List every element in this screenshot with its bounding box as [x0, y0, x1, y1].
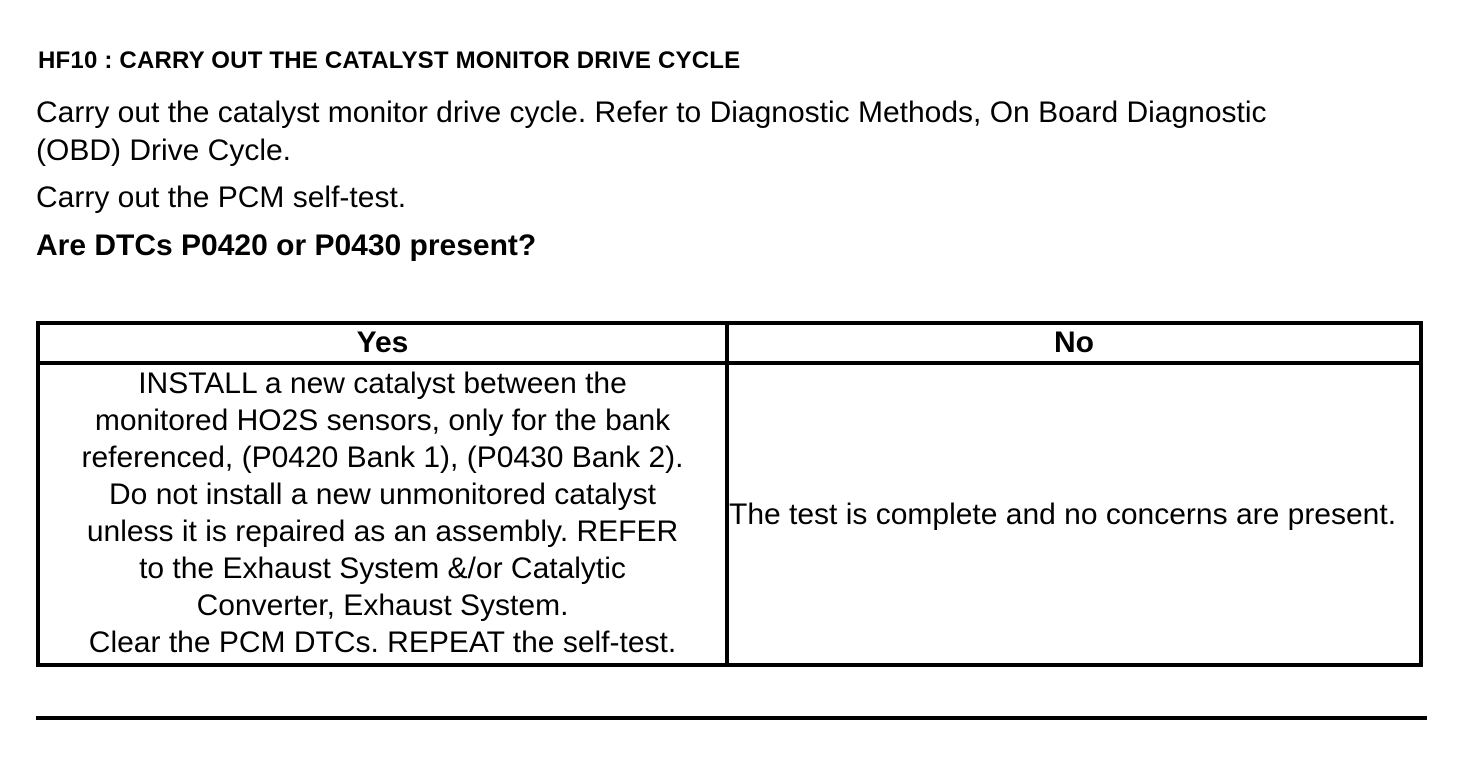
- table-header-row: [38, 323, 1421, 363]
- diagnostic-question: Are DTCs P0420 or P0430 present?: [36, 229, 537, 262]
- yes-action-line: unless it is repaired as an assembly. REFER: [86, 515, 679, 548]
- yes-action-line: INSTALL a new catalyst between the: [138, 367, 627, 400]
- table-row: [38, 363, 1421, 665]
- no-action-cell: The test is complete and no concerns are present.: [727, 363, 1421, 665]
- yes-action-line: Do not install a new unmonitored catalyst: [109, 478, 656, 511]
- bottom-divider: [36, 716, 1427, 720]
- step-title: HF10 : CARRY OUT THE CATALYST MONITOR DRIVE CYCLE: [38, 47, 741, 74]
- instruction-self-test: Carry out the PCM self-test.: [36, 181, 407, 214]
- instructions: [36, 94, 1436, 265]
- yes-action-line: Clear the PCM DTCs. REPEAT the self-test.: [88, 626, 677, 659]
- no-header: No: [727, 323, 1421, 363]
- instruction-drive-cycle: [36, 94, 1436, 170]
- instruction-drive-cycle-line2: (OBD) Drive Cycle.: [36, 134, 292, 167]
- yes-action-cell: [38, 363, 727, 665]
- yes-action-line: monitored HO2S sensors, only for the bank: [94, 404, 671, 437]
- decision-table: [36, 321, 1423, 667]
- yes-action-line: referenced, (P0420 Bank 1), (P0430 Bank 2).: [81, 441, 684, 474]
- yes-header: Yes: [38, 323, 727, 363]
- instruction-drive-cycle-line1: Carry out the catalyst monitor drive cycle. Refer to Diagnostic Methods, On Board Diagnostic: [36, 96, 1267, 129]
- yes-action-line: Converter, Exhaust System.: [196, 589, 569, 622]
- yes-action-line: to the Exhaust System &/or Catalytic: [139, 552, 626, 585]
